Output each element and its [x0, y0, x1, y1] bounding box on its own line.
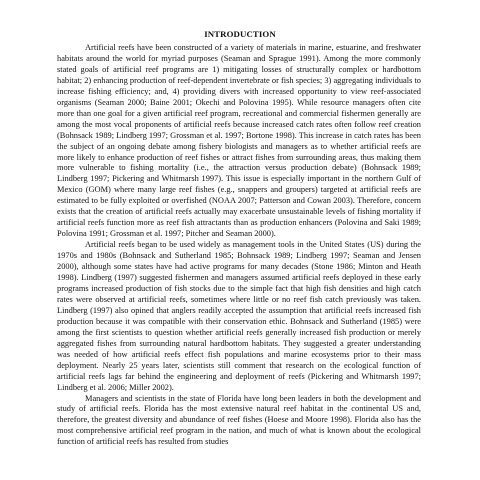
section-heading: INTRODUCTION: [204, 29, 276, 39]
document-body: [57, 43, 421, 448]
paragraph: Managers and scientists in the state of Florida have long been leaders in both the development and study of artificial reefs. Florida has the most extensive natural reef habitat in the continental US and, therefore, the greatest diversity and abundance of reef fishes (Hoese and Moore 1998). Florida also has the most comprehensive artificial reef program in the nation, and much of what is known about the ecological function of artificial reefs has resulted from studies: [57, 393, 421, 447]
paragraph: Artificial reefs have been constructed of a variety of materials in marine, estuarine, and freshwater habitats around the world for myriad purposes (Seaman and Sprague 1991). Among the more commonly stated goals of artificial reef programs are 1) mitigating losses of structurally complex or hardbottom habitat; 2) enhancing production of reef-dependent invertebrate or fish species; 3) aggregating individuals to increase fishing efficiency; and, 4) providing divers with increased opportunity to view reef-associated organisms (Seaman 2000; Baine 2001; Okechi and Polovina 1995). While resource managers often cite more than one goal for a given artificial reef program, recreational and commercial fishermen generally are among the most vocal proponents of artificial reefs because increased catch rates often follow reef creation (Bohnsack 1989; Lindberg 1997; Grossman et al. 1997; Bortone 1998). This increase in catch rates has been the subject of an ongoing debate among fishery biologists and managers as to whether artificial reefs are more likely to enhance production of reef fishes or attract fishes from surrounding areas, thus making them more vulnerable to fishing mortality (i.e., the attraction versus production debate) (Bohnsack 1989; Lindberg 1997; Pickering and Whitmarsh 1997). This issue is especially important in the northern Gulf of Mexico (GOM) where many large reef fishes (e.g., snappers and groupers) targeted at artificial reefs are estimated to be fully exploited or overfished (NOAA 2007; Patterson and Cowan 2003). Therefore, concern exists that the creation of artificial reefs actually may exacerbate unsustainable levels of fishing mortality if artificial reefs function more as reef fish attractants than as production enhancers (Polovina and Saki 1989; Polovina 1991; Grossman et al. 1997; Pitcher and Seaman 2000).: [57, 43, 421, 239]
paragraph: Artificial reefs began to be used widely as management tools in the United States (US) during the 1970s and 1980s (Bohnsack and Sutherland 1985; Bohnsack 1989; Lindberg 1997; Seaman and Jensen 2000), although some states have had active programs for many decades (Stone 1986; Minton and Heath 1998). Lindberg (1997) suggested fishermen and managers assumed artificial reefs deployed in these early programs increased production of fish stocks due to the simple fact that high fish densities and high catch rates were observed at artificial reefs, sometimes where little or no reef fish catch previously was taken. Lindberg (1997) also opined that anglers readily accepted the assumption that artificial reefs increased fish production because it was compatible with their conservation ethic. Bohnsack and Sutherland (1985) were among the first scientists to question whether artificial reefs generally increased fish production or merely aggregated fishes from surrounding natural hardbottom habitats. They suggested a greater understanding was needed of how artificial reefs effect fish populations and marine ecosystems prior to their mass deployment. Nearly 25 years later, scientists still comment that research on the ecological function of artificial reefs lags far behind the engineering and deployment of reefs (Pickering and Whitmarsh 1997; Lindberg et al. 2006; Miller 2002).: [57, 240, 421, 392]
